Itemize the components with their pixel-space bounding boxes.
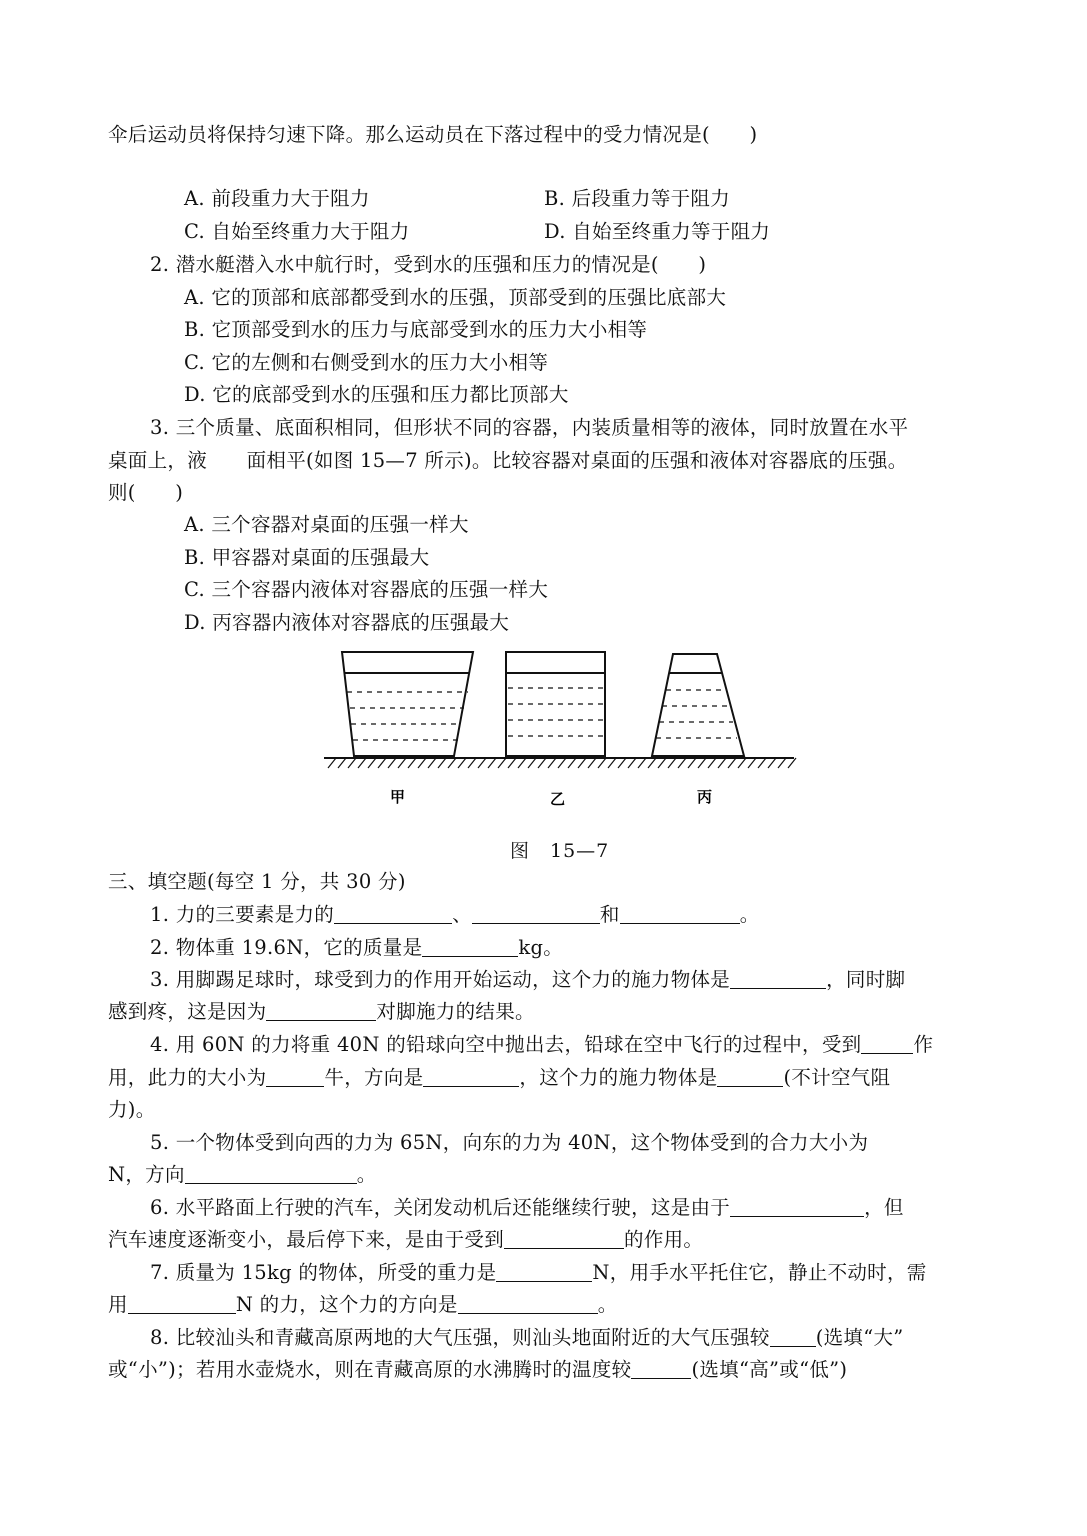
fill-q5-line-2: N，方向 。 bbox=[108, 1163, 377, 1186]
ground-hatch-mark bbox=[658, 758, 666, 768]
answer-blank[interactable] bbox=[472, 903, 600, 924]
ground-hatch-mark bbox=[628, 758, 636, 768]
ground-hatch-mark bbox=[518, 758, 526, 768]
ground-hatch-mark bbox=[438, 758, 446, 768]
fill-q7-line-1: 7. 质量为 15kg 的物体，所受的重力是 N，用手水平托住它，静止不动时，需 bbox=[150, 1261, 927, 1284]
containers-diagram bbox=[320, 640, 800, 830]
answer-blank[interactable] bbox=[631, 1358, 691, 1379]
ground-hatch-mark bbox=[458, 758, 466, 768]
ground-hatch-mark bbox=[668, 758, 676, 768]
ground-hatch-mark bbox=[548, 758, 556, 768]
q3-stem-line-3: 则( ) bbox=[108, 481, 184, 504]
ground-hatch-mark bbox=[338, 758, 346, 768]
ground-hatch-mark bbox=[568, 758, 576, 768]
figure-label-yi: 乙 bbox=[550, 790, 566, 808]
answer-blank[interactable] bbox=[504, 1228, 624, 1249]
fill-q3-line-2: 感到疼，这是因为 对脚施力的结果。 bbox=[108, 1000, 535, 1023]
ground-hatch-mark bbox=[378, 758, 386, 768]
ground-hatch-mark bbox=[788, 758, 796, 768]
ground-hatch-mark bbox=[488, 758, 496, 768]
ground-hatch-mark bbox=[498, 758, 506, 768]
figure-label-bing: 丙 bbox=[697, 788, 713, 806]
ground-hatch-mark bbox=[698, 758, 706, 768]
answer-blank[interactable] bbox=[458, 1293, 598, 1314]
q2-option-d: D. 它的底部受到水的压强和压力都比顶部大 bbox=[184, 383, 569, 406]
ground-hatch-mark bbox=[708, 758, 716, 768]
fill-q4-line-1: 4. 用 60N 的力将重 40N 的铅球向空中抛出去，铅球在空中飞行的过程中，受到 作 bbox=[150, 1033, 934, 1056]
q2-option-a: A. 它的顶部和底部都受到水的压强，顶部受到的压强比底部大 bbox=[184, 286, 727, 309]
fill-q2: 2. 物体重 19.6N，它的质量是 kg。 bbox=[150, 936, 564, 959]
q3-option-b: B. 甲容器对桌面的压强最大 bbox=[184, 546, 430, 569]
fill-q6-line-2: 汽车速度逐渐变小，最后停下来，是由于受到 的作用。 bbox=[108, 1228, 704, 1251]
answer-blank[interactable] bbox=[861, 1033, 913, 1054]
ground-hatch-mark bbox=[778, 758, 786, 768]
ground-hatch-mark bbox=[508, 758, 516, 768]
ground-hatch-mark bbox=[758, 758, 766, 768]
figure-15-7 bbox=[320, 640, 800, 830]
ground-hatch-mark bbox=[428, 758, 436, 768]
ground-hatch-mark bbox=[598, 758, 606, 768]
figure-label-jia: 甲 bbox=[390, 788, 406, 806]
answer-blank[interactable] bbox=[185, 1163, 357, 1184]
ground-hatch-mark bbox=[648, 758, 656, 768]
fill-q3-line-1: 3. 用脚踢足球时，球受到力的作用开始运动，这个力的施力物体是 ，同时脚 bbox=[150, 968, 906, 991]
ground-hatch-mark bbox=[468, 758, 476, 768]
ground-hatch-mark bbox=[768, 758, 776, 768]
ground-hatch-mark bbox=[528, 758, 536, 768]
q3-stem-line-1: 3. 三个质量、底面积相同，但形状不同的容器，内装质量相等的液体，同时放置在水平 bbox=[150, 416, 909, 439]
ground-hatch-mark bbox=[408, 758, 416, 768]
q2-option-c: C. 它的左侧和右侧受到水的压力大小相等 bbox=[184, 351, 549, 374]
ground-hatch-mark bbox=[418, 758, 426, 768]
fill-q8-line-2: 或“小”)；若用水壶烧水，则在青藏高原的水沸腾时的温度较 (选填“高”或“低”) bbox=[108, 1358, 848, 1381]
fill-q4-line-3: 力)。 bbox=[108, 1098, 156, 1121]
ground-hatch-mark bbox=[608, 758, 616, 768]
ground-hatch-mark bbox=[558, 758, 566, 768]
container-bing bbox=[652, 654, 744, 756]
answer-blank[interactable] bbox=[770, 1326, 816, 1347]
fill-q6-line-1: 6. 水平路面上行驶的汽车，关闭发动机后还能继续行驶，这是由于 ，但 bbox=[150, 1196, 904, 1219]
ground-hatch-mark bbox=[538, 758, 546, 768]
answer-blank[interactable] bbox=[730, 968, 826, 989]
answer-blank[interactable] bbox=[128, 1293, 236, 1314]
ground-hatch-mark bbox=[618, 758, 626, 768]
q3-option-a: A. 三个容器对桌面的压强一样大 bbox=[184, 513, 469, 536]
fill-q8-line-1: 8. 比较汕头和青藏高原两地的大气压强，则汕头地面附近的大气压强较 (选填“大” bbox=[150, 1326, 904, 1349]
q3-stem-line-2: 桌面上，液 面相平(如图 15—7 所示)。比较容器对桌面的压强和液体对容器底的压强。 bbox=[108, 449, 908, 472]
answer-blank[interactable] bbox=[266, 1000, 376, 1021]
ground-hatch-mark bbox=[738, 758, 746, 768]
fill-q7-line-2: 用 N 的力，这个力的方向是 。 bbox=[108, 1293, 618, 1316]
q3-option-d: D. 丙容器内液体对容器底的压强最大 bbox=[184, 611, 510, 634]
q1-option-a: A. 前段重力大于阻力 bbox=[184, 187, 370, 210]
q2-option-b: B. 它顶部受到水的压力与底部受到水的压力大小相等 bbox=[184, 318, 648, 341]
ground-hatch-mark bbox=[358, 758, 366, 768]
ground-hatch-mark bbox=[678, 758, 686, 768]
answer-blank[interactable] bbox=[730, 1196, 864, 1217]
q1-option-c: C. 自始至终重力大于阻力 bbox=[184, 220, 410, 243]
ground-hatch-mark bbox=[348, 758, 356, 768]
fill-q4-line-2: 用，此力的大小为 牛，方向是 ，这个力的施力物体是 (不计空气阻 bbox=[108, 1066, 891, 1089]
ground-hatch-mark bbox=[448, 758, 456, 768]
answer-blank[interactable] bbox=[423, 1066, 519, 1087]
q1-option-b: B. 后段重力等于阻力 bbox=[544, 187, 731, 210]
answer-blank[interactable] bbox=[266, 1066, 324, 1087]
ground-hatch-mark bbox=[328, 758, 336, 768]
ground-hatch-mark bbox=[748, 758, 756, 768]
answer-blank[interactable] bbox=[422, 936, 518, 957]
ground-hatch-mark bbox=[398, 758, 406, 768]
ground-hatch-mark bbox=[478, 758, 486, 768]
ground-hatch-mark bbox=[588, 758, 596, 768]
fill-q5-line-1: 5. 一个物体受到向西的力为 65N，向东的力为 40N，这个物体受到的合力大小为 bbox=[150, 1131, 869, 1154]
ground-hatch-mark bbox=[388, 758, 396, 768]
ground-hatch-mark bbox=[638, 758, 646, 768]
answer-blank[interactable] bbox=[496, 1261, 592, 1282]
answer-blank[interactable] bbox=[620, 903, 740, 924]
q2-stem: 2. 潜水艇潜入水中航行时，受到水的压强和压力的情况是( ) bbox=[150, 253, 707, 276]
ground-hatch-mark bbox=[688, 758, 696, 768]
fill-q1: 1. 力的三要素是力的 、 和 。 bbox=[150, 903, 760, 926]
ground-hatch-mark bbox=[718, 758, 726, 768]
ground-hatch-mark bbox=[728, 758, 736, 768]
q1-option-d: D. 自始至终重力等于阻力 bbox=[544, 220, 771, 243]
section-3-heading: 三、填空题(每空 1 分，共 30 分) bbox=[108, 870, 406, 893]
answer-blank[interactable] bbox=[717, 1066, 783, 1087]
figure-caption: 图 15—7 bbox=[510, 840, 610, 862]
ground-hatch-mark bbox=[578, 758, 586, 768]
q1-stem-end: 伞后运动员将保持匀速下降。那么运动员在下落过程中的受力情况是( ) bbox=[108, 123, 758, 146]
q3-option-c: C. 三个容器内液体对容器底的压强一样大 bbox=[184, 578, 549, 601]
ground-hatch-mark bbox=[368, 758, 376, 768]
answer-blank[interactable] bbox=[334, 903, 452, 924]
